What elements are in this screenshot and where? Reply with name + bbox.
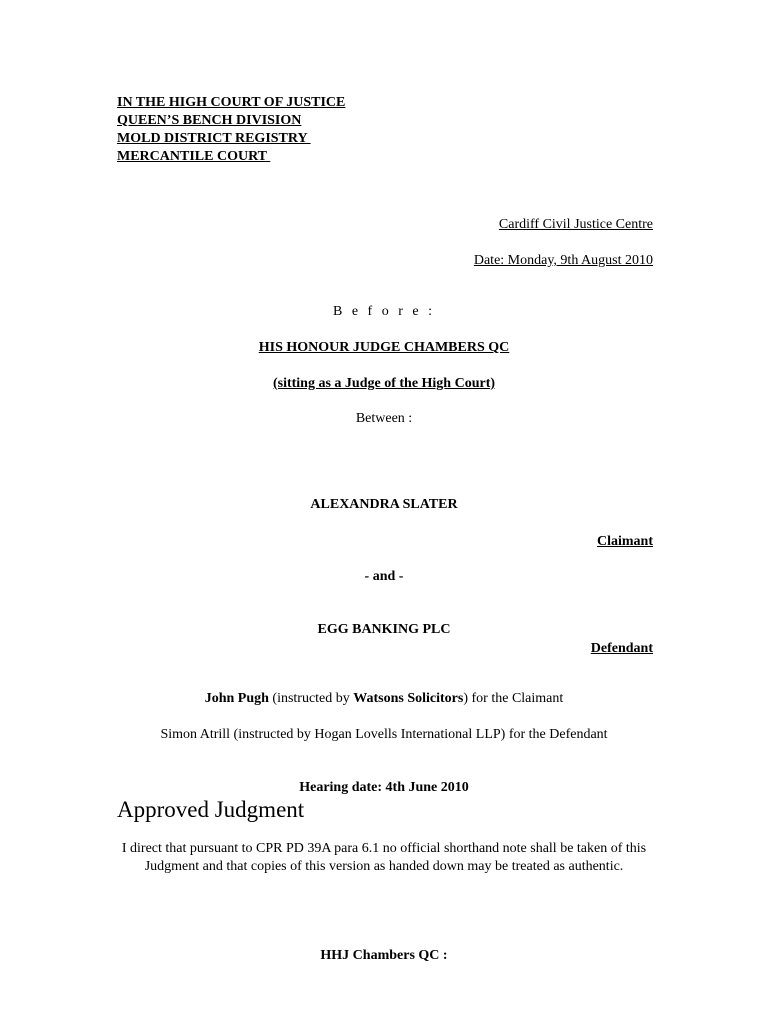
court-heading bbox=[117, 94, 345, 166]
court-line-mercantile: MERCANTILE COURT bbox=[117, 149, 271, 164]
counsel-claimant-firm: Watsons Solicitors bbox=[353, 691, 464, 706]
hearing-date: Hearing date: 4th June 2010 bbox=[299, 780, 469, 795]
before-label: B e f o r e : bbox=[333, 304, 435, 319]
and-separator: - and - bbox=[364, 569, 404, 584]
court-line-registry: MOLD DISTRICT REGISTRY bbox=[117, 131, 311, 146]
counsel-claimant-name: John Pugh bbox=[204, 691, 269, 706]
judge-capacity: (sitting as a Judge of the High Court) bbox=[272, 376, 496, 391]
counsel-claimant-suffix: ) for the Claimant bbox=[463, 691, 564, 706]
defendant-role: Defendant bbox=[590, 641, 653, 656]
judge-signoff: HHJ Chambers QC : bbox=[320, 948, 448, 963]
judgment-date: Date: Monday, 9th August 2010 bbox=[473, 253, 653, 268]
court-line-high-court: IN THE HIGH COURT OF JUSTICE bbox=[117, 95, 346, 110]
counsel-defendant: Simon Atrill (instructed by Hogan Lovells International LLP) for the Defendant bbox=[160, 727, 608, 742]
claimant-name: ALEXANDRA SLATER bbox=[310, 497, 458, 512]
court-line-division: QUEEN’S BENCH DIVISION bbox=[117, 113, 302, 128]
document-title: Approved Judgment bbox=[117, 797, 305, 822]
publication-direction: I direct that pursuant to CPR PD 39A para 6.1 no official shorthand note shall be taken of this Judgment and that copies of this version as handed down may be treated as authentic. bbox=[121, 841, 647, 874]
defendant-name: EGG BANKING PLC bbox=[317, 622, 451, 637]
between-label: Between : bbox=[355, 411, 413, 426]
judge-name: HIS HONOUR JUDGE CHAMBERS QC bbox=[258, 340, 510, 355]
claimant-role: Claimant bbox=[597, 534, 653, 549]
venue: Cardiff Civil Justice Centre bbox=[498, 217, 653, 232]
counsel-claimant-instructed: (instructed by bbox=[268, 691, 354, 706]
counsel-claimant bbox=[0, 690, 768, 708]
